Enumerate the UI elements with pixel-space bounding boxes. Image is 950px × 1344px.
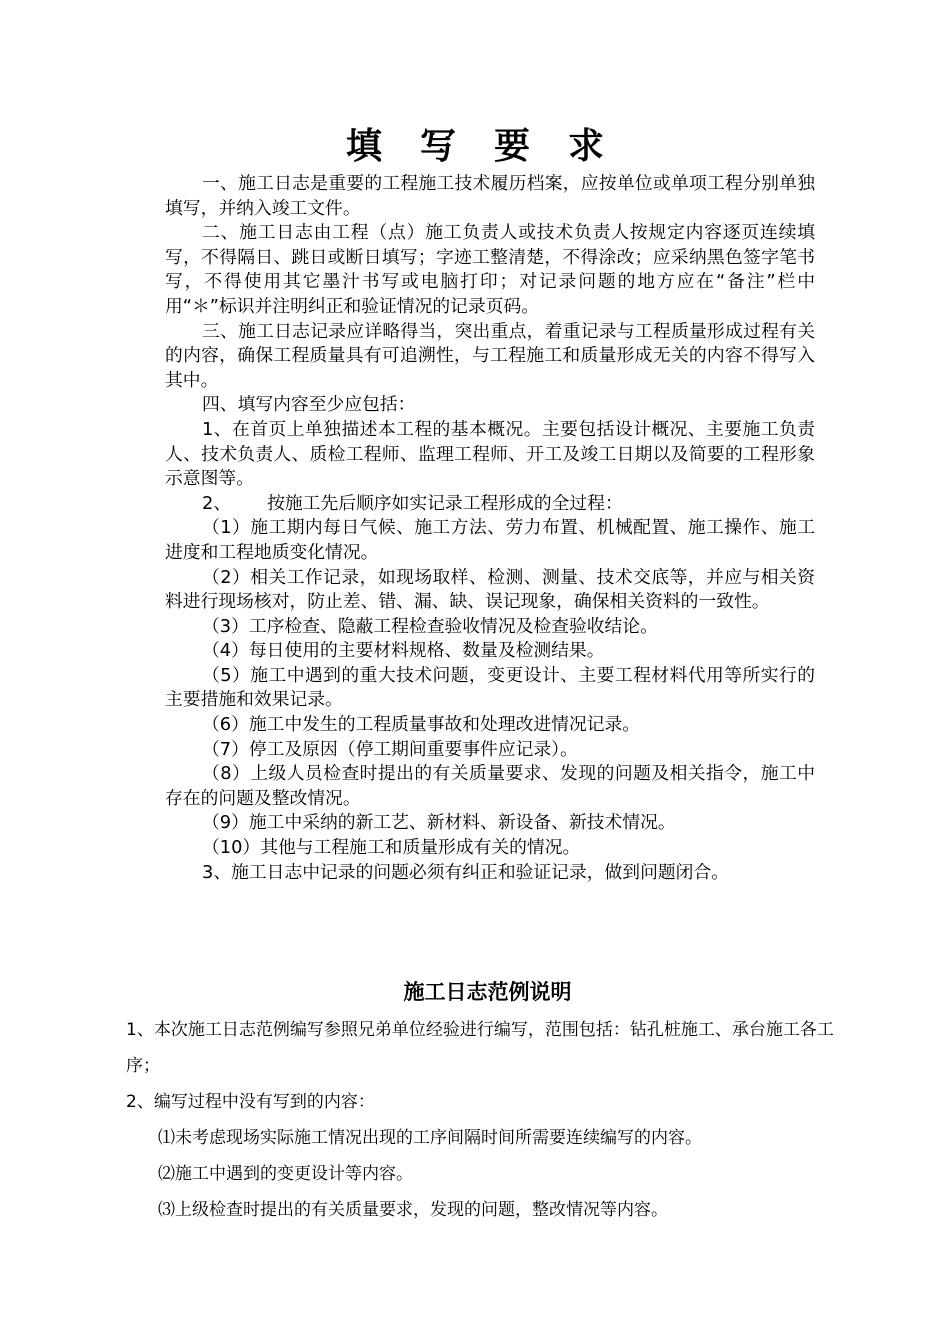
example-section: [126, 1012, 856, 1228]
example-item-1: 1、本次施工日志范例编写参照兄弟单位经验进行编写，范围包括：钻孔桩施工、承台施工各工序；: [126, 1020, 834, 1076]
requirement-paragraph: 四、填写内容至少应包括：: [202, 394, 416, 416]
requirement-paragraph: （6）施工中发生的工程质量事故和处理改进情况记录。: [202, 714, 641, 736]
requirement-paragraph: （4）每日使用的主要材料规格、数量及检测结果。: [202, 640, 605, 662]
requirement-paragraph: 3、施工日志中记录的问题必须有纠正和验证记录，做到问题闭合。: [202, 861, 729, 883]
example-sub-item: ⑴未考虑现场实际施工情况出现的工序间隔时间所需要连续编写的内容。: [158, 1128, 702, 1148]
page-title: 填写要求: [345, 125, 642, 167]
requirement-paragraph: （10）其他与工程施工和质量形成有关的情况。: [202, 837, 581, 859]
example-item-2: 2、编写过程中没有写到的内容：: [126, 1092, 375, 1112]
requirement-paragraph: （8）上级人员检查时提出的有关质量要求、发现的问题及相关指令，施工中存在的问题及整改情况。: [165, 763, 815, 809]
item-text: 按施工先后顺序如实记录工程形成的全过程：: [267, 492, 623, 514]
requirement-paragraph: （3）工序检查、隐蔽工程检查验收情况及检查验收结论。: [202, 615, 658, 637]
example-sub-item: ⑵施工中遇到的变更设计等内容。: [158, 1164, 413, 1184]
requirement-paragraph: 一、施工日志是重要的工程施工技术履历档案，应按单位或单项工程分别单独填写，并纳入竣工文件。: [165, 173, 815, 219]
requirement-item-2: [165, 492, 815, 517]
requirement-paragraph: 二、施工日志由工程（点）施工负责人或技术负责人按规定内容逐页连续填写，不得隔日、跳日或断日填写；字迹工整清楚，不得涂改；应采纳黑色签字笔书写，不得使用其它墨汁书写或电脑打印；对记录问题的地方应在“备注”栏中用“＊”标识并注明纠正和验证情况的记录页码。: [165, 222, 815, 317]
item-number: 2、: [202, 492, 232, 514]
requirement-paragraph: 1、在首页上单独描述本工程的基本概况。主要包括设计概况、主要施工负责人、技术负责人、质检工程师、监理工程师、开工及竣工日期以及简要的工程形象示意图等。: [165, 418, 815, 490]
section-title: 施工日志范例说明: [403, 980, 572, 1004]
requirement-paragraph: （1）施工期内每日气候、施工方法、劳力布置、机械配置、施工操作、施工进度和工程地质变化情况。: [165, 517, 815, 563]
requirement-paragraph: 三、施工日志记录应详略得当，突出重点，着重记录与工程质量形成过程有关的内容，确保工程质量具有可追溯性，与工程施工和质量形成无关的内容不得写入其中。: [165, 320, 815, 391]
example-sub-item: ⑶上级检查时提出的有关质量要求，发现的问题，整改情况等内容。: [158, 1200, 668, 1220]
requirements-section: [165, 172, 815, 885]
requirement-paragraph: （9）施工中采纳的新工艺、新材料、新设备、新技术情况。: [202, 812, 676, 834]
requirement-paragraph: （7）停工及原因（停工期间重要事件应记录）。: [202, 738, 578, 760]
requirement-paragraph: （5）施工中遇到的重大技术问题，变更设计、主要工程材料代用等所实行的主要措施和效果记录。: [165, 664, 815, 711]
requirement-paragraph: （2）相关工作记录，如现场取样、检测、测量、技术交底等，并应与相关资料进行现场核对，防止差、错、漏、缺、误记现象，确保相关资料的一致性。: [165, 566, 815, 613]
